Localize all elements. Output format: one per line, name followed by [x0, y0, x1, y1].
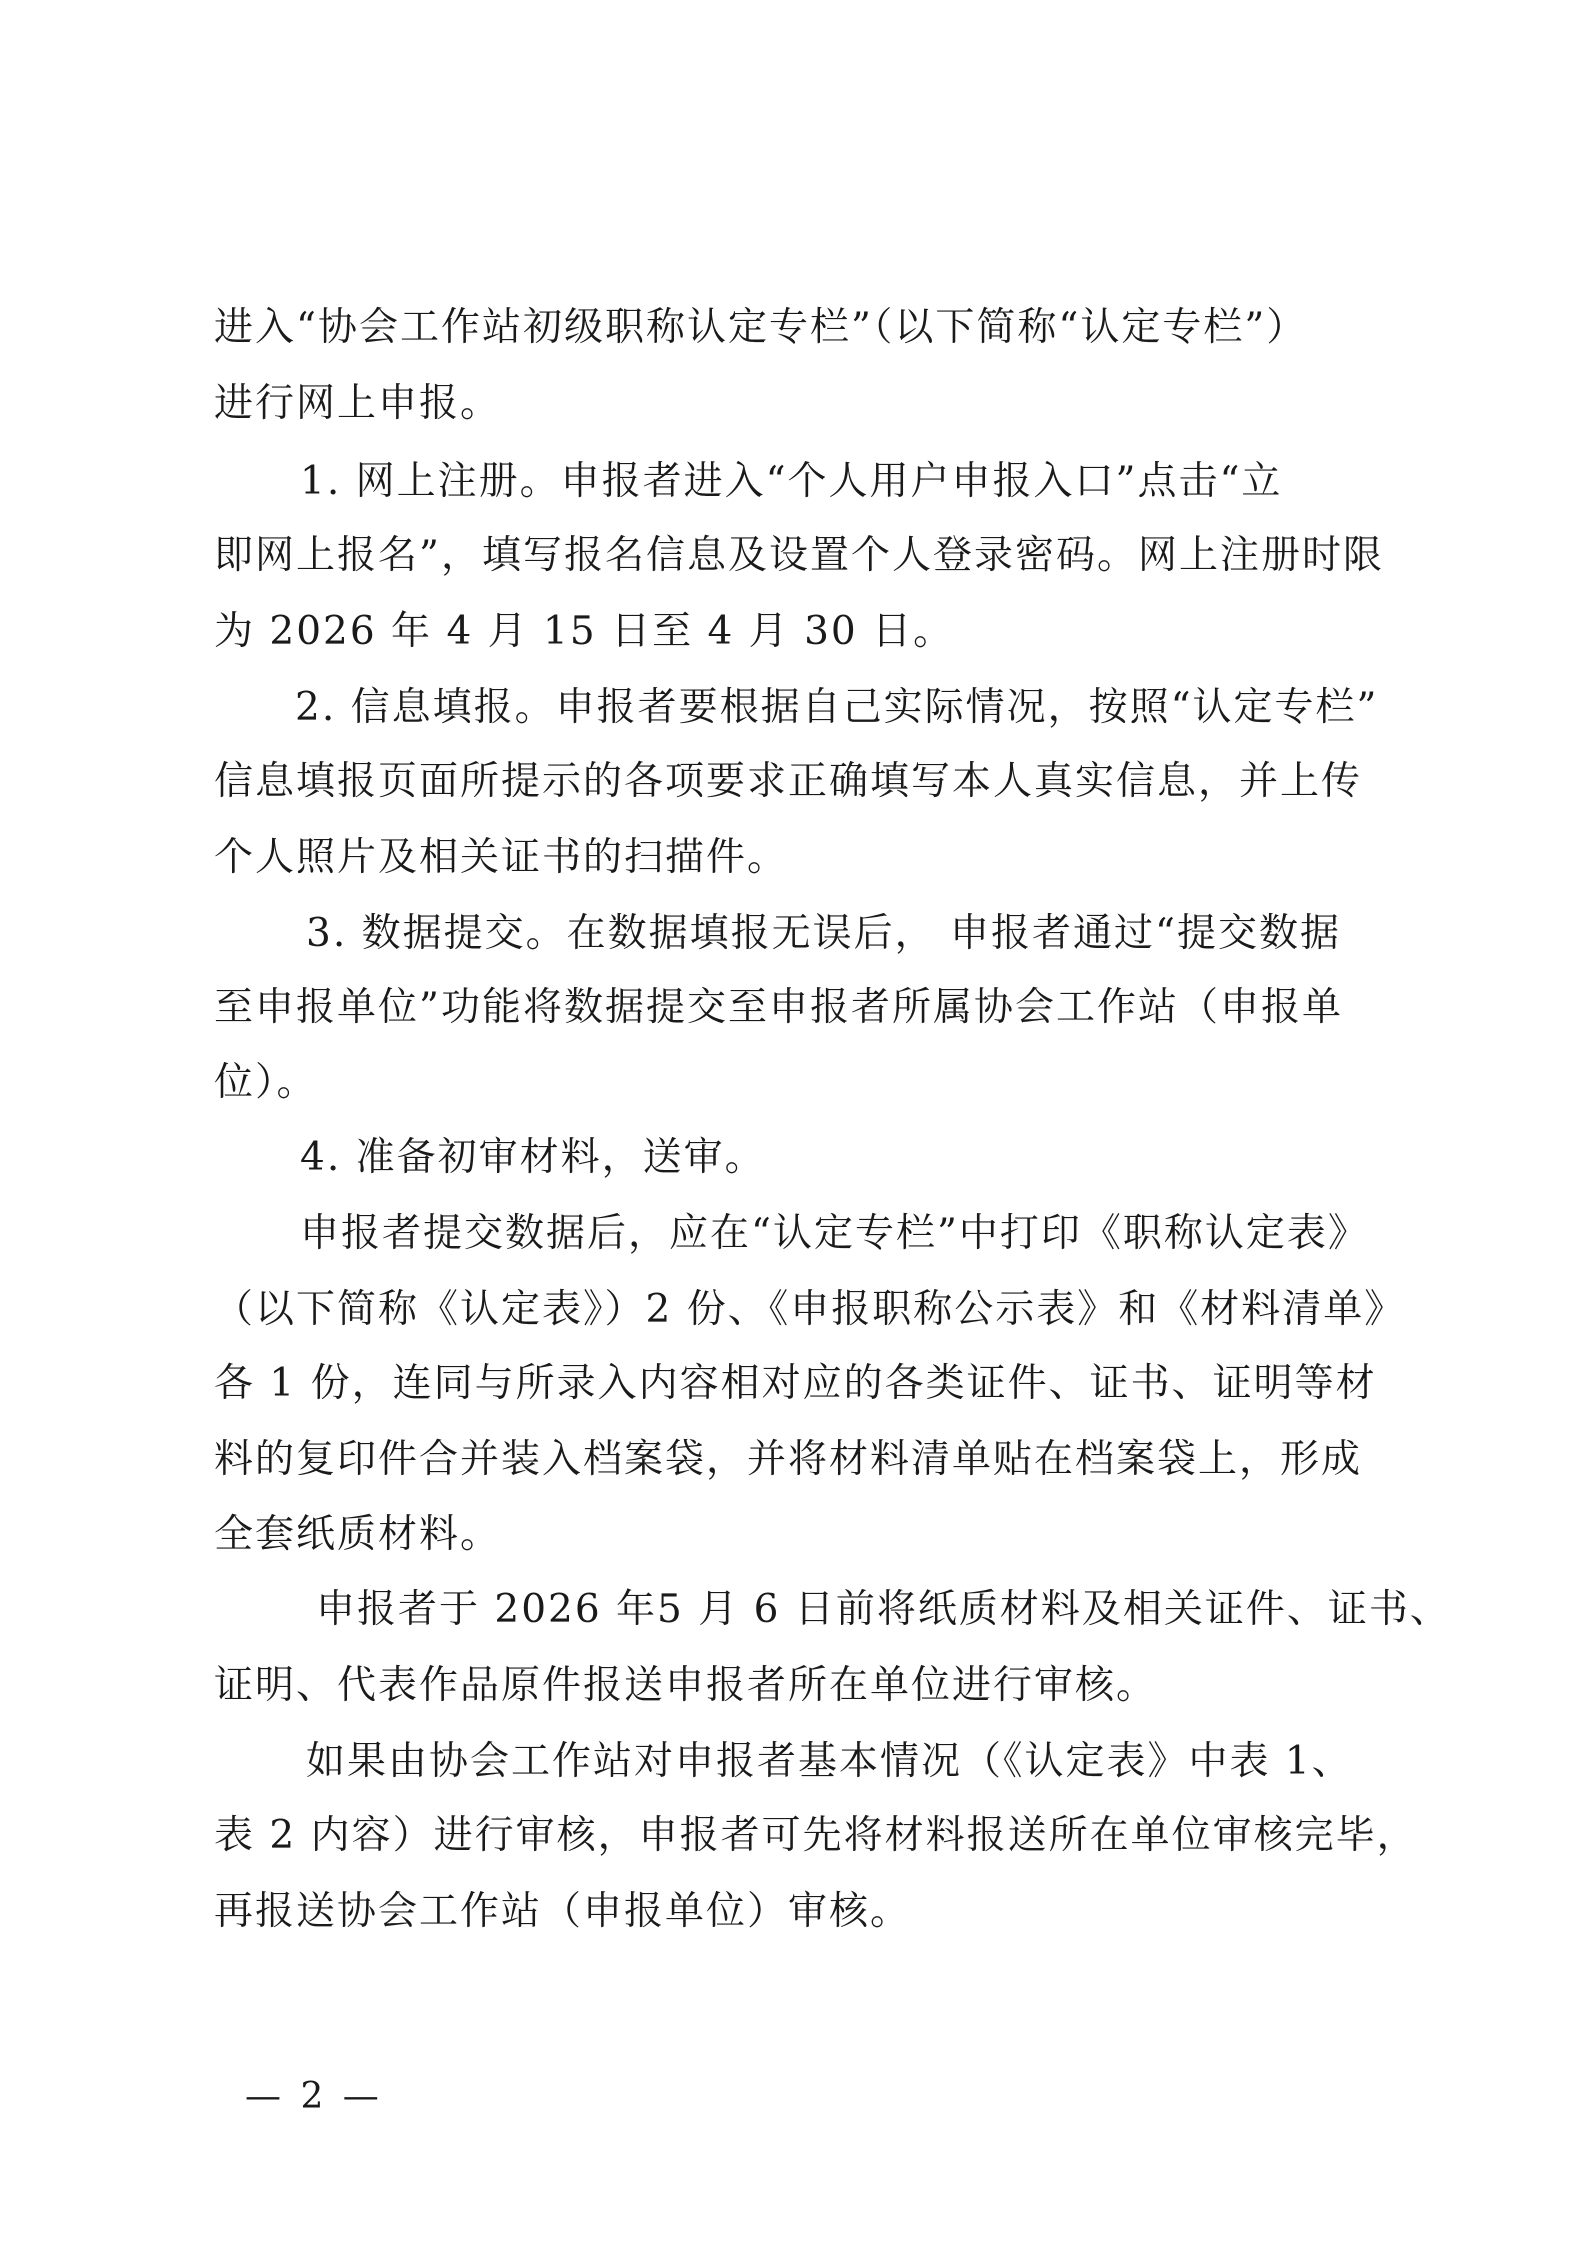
paragraph-line: 再报送协会工作站（申报单位）审核。	[214, 1889, 912, 1934]
paragraph-line: 进行网上申报。	[214, 381, 502, 426]
paragraph-line: 个人照片及相关证书的扫描件。	[214, 835, 789, 880]
paragraph-line: 各 1 份，连同与所录入内容相对应的各类证件、证书、证明等材	[214, 1361, 1377, 1406]
paragraph-line: 料的复印件合并装入档案袋，并将材料清单贴在档案袋上，形成	[214, 1437, 1363, 1482]
paragraph-line: 如果由协会工作站对申报者基本情况（《认定表》中表 1、	[306, 1739, 1353, 1784]
paragraph-line: 信息填报页面所提示的各项要求正确填写本人真实信息，并上传	[214, 759, 1363, 804]
paragraph-line: （以下简称《认定表》）2 份、《申报职称公示表》和《材料清单》	[214, 1287, 1406, 1332]
paragraph-line: 证明、代表作品原件报送申报者所在单位进行审核。	[214, 1663, 1158, 1708]
paragraph-line: 2. 信息填报。申报者要根据自己实际情况，按照“认定专栏”	[295, 685, 1379, 730]
paragraph-line: 位）。	[214, 1060, 318, 1105]
paragraph-line: 申报者于 2026 年5 月 6 日前将纸质材料及相关证件、证书、	[316, 1587, 1451, 1632]
paragraph-line: 4. 准备初审材料，送审。	[300, 1135, 766, 1180]
paragraph-line: 至申报单位”功能将数据提交至申报者所属协会工作站（申报单	[214, 985, 1343, 1030]
page-number: — 2 —	[245, 2076, 383, 2117]
paragraph-line: 申报者提交数据后，应在“认定专栏”中打印《职称认定表》	[300, 1211, 1369, 1256]
paragraph-line: 表 2 内容）进行审核，申报者可先将材料报送所在单位审核完毕，	[214, 1813, 1418, 1858]
paragraph-line: 1. 网上注册。申报者进入“个人用户申报入口”点击“立	[300, 459, 1283, 504]
paragraph-line: 全套纸质材料。	[214, 1512, 502, 1557]
paragraph-line: 即网上报名”，填写报名信息及设置个人登录密码。网上注册时限	[214, 533, 1384, 578]
paragraph-line: 3. 数据提交。在数据填报无误后， 申报者通过“提交数据	[306, 911, 1341, 956]
paragraph-line: 进入“协会工作站初级职称认定专栏”（以下简称“认定专栏”）	[214, 305, 1308, 350]
paragraph-line: 为 2026 年 4 月 15 日至 4 月 30 日。	[214, 609, 955, 654]
